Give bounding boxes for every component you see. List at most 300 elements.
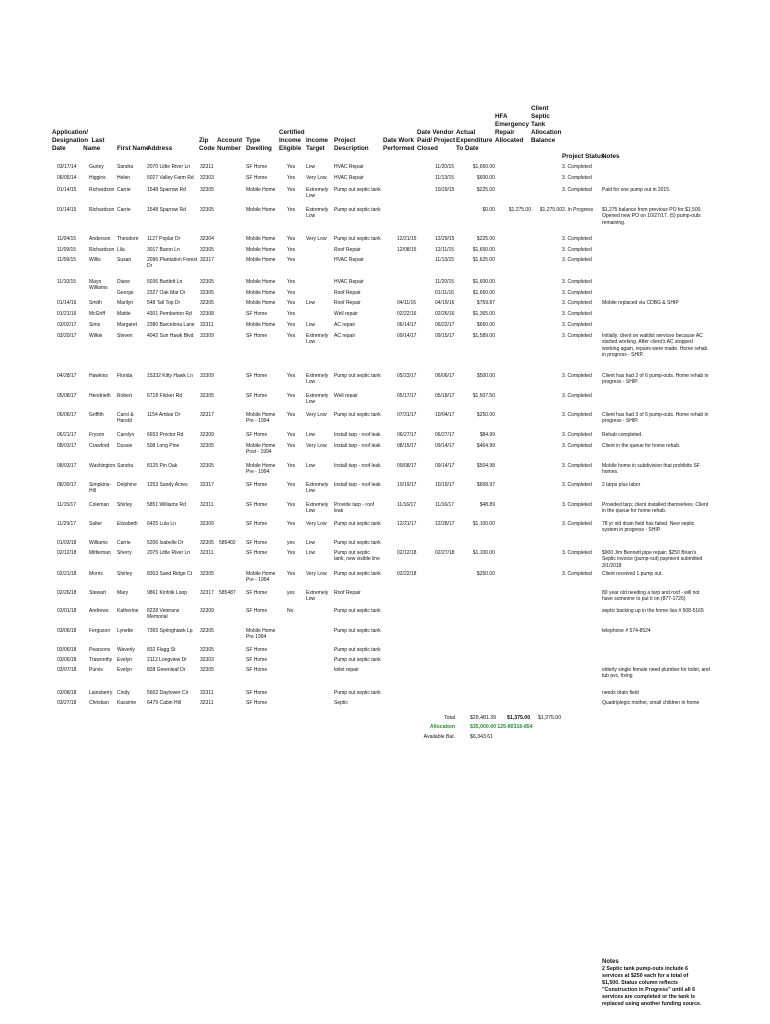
cell-project: Septic [334, 700, 348, 706]
cell-status: 3. Completed [562, 247, 592, 253]
cell-status: 3. Completed [562, 502, 592, 508]
cell-zip: 32317 [200, 482, 214, 488]
cell-project: toilet repair [334, 667, 359, 673]
cell-zip: 32305 [200, 247, 214, 253]
cell-vendor: 12/29/15 [435, 236, 455, 242]
cell-address: 5851 Williams Rd [147, 502, 186, 508]
cell-vendor: 06/06/17 [435, 373, 455, 379]
cell-cert: Yes [287, 463, 296, 469]
cell-status: 3. Completed [562, 463, 592, 469]
cell-work: 06/27/17 [397, 432, 417, 438]
cell-work: 02/22/18 [397, 571, 417, 577]
notes-box [602, 959, 706, 1008]
cell-notes: Client has had 2 of 6 pump-outs. Home rehab in progress - SHIP. [602, 373, 709, 386]
cell-work: 12/21/15 [397, 236, 417, 242]
cell-type: SF Home [246, 667, 268, 673]
cell-first: Elizabeth [117, 521, 138, 527]
cell-first: Carol & Harold [117, 412, 134, 425]
cell-last: Salter [89, 521, 103, 527]
cell-status: 3. Completed [562, 443, 592, 449]
cell-cert: Yes [287, 175, 296, 181]
cell-zip: 32305 [200, 463, 214, 469]
cell-address: 6653 Proctor Rd [147, 432, 184, 438]
cell-last: Purvis [89, 667, 103, 673]
cell-status: 2. In Progress [562, 207, 594, 213]
cell-type: SF Home [246, 647, 268, 653]
cell-address: 8125 Pin Oak [147, 463, 178, 469]
cell-work: 07/31/17 [397, 412, 417, 418]
cell-actual: $464.99 [476, 443, 495, 449]
cell-date: 11/10/15 [57, 279, 77, 285]
cell-project: Pump out septic tank [334, 628, 381, 634]
cell-cert: Yes [287, 550, 296, 556]
cell-zip: 32305 [200, 647, 214, 653]
cell-status: 3. Completed [562, 521, 592, 527]
cell-first: Delphine [117, 482, 137, 488]
cell-project: Roof Repair [334, 590, 361, 596]
cell-cert: Yes [287, 432, 296, 438]
cell-work: 09/08/17 [397, 463, 417, 469]
cell-last: Smith [89, 300, 102, 306]
cell-address: 8303 Sand Ridge Ct [147, 571, 193, 577]
cell-hfa: $1,275.00 [508, 207, 531, 213]
cell-address: 1154 Ambar Dr [147, 412, 181, 418]
cell-notes: $900 Jim Bennett pipe repair; $250 Brian's Septic invoice (pump-out) payment submitted 3/1/2018 [602, 550, 703, 569]
cell-type: SF Home [246, 393, 268, 399]
cell-work: 12/08/15 [397, 247, 417, 253]
cell-address: 4301 Pemberton Rd [147, 311, 192, 317]
cell-date: 03/27/18 [57, 700, 77, 706]
cell-first: Cindy [117, 690, 130, 696]
cell-income: Very Low [306, 175, 327, 181]
cell-type: Mobile Home Pre - 1994 [246, 463, 276, 476]
cell-project: Roof Repair [334, 300, 361, 306]
cell-actual: $250.00 [476, 571, 495, 577]
cell-date: 11/09/15 [57, 247, 77, 253]
cell-project: Pump out septic tank, new visible line [334, 550, 380, 563]
cell-status: 3. Completed [562, 482, 592, 488]
cell-status: 3. Completed [562, 236, 592, 242]
cell-actual: $759.87 [476, 300, 495, 306]
cell-actual: $1,650.00 [472, 290, 495, 296]
cell-first: Sherry [117, 550, 132, 556]
cell-actual: $1,100.00 [472, 550, 495, 556]
cell-cert: Yes [287, 164, 296, 170]
cell-type: Mobile Home [246, 290, 276, 296]
cell-last: Williams [89, 540, 108, 546]
cell-address: 508 Long Pine [147, 443, 180, 449]
cell-zip: 32309 [200, 521, 214, 527]
cell-zip: 32305 [200, 443, 214, 449]
cell-zip: 32303 [200, 175, 214, 181]
cell-project: HVAC Repair [334, 279, 364, 285]
cell-vendor: 05/18/17 [435, 393, 455, 399]
cell-notes: Initially, client on waitlist services because AC started working. After client's AC stopped working again, repairs were made. Home rehab in progress - SHIP. [602, 333, 708, 359]
cell-last: Sims [89, 322, 101, 328]
cell-last: Higgins [89, 175, 106, 181]
cell-last: Willis [89, 257, 101, 263]
cell-date: 04/28/17 [57, 373, 77, 379]
cell-address: 8228 Veterans Memorial [147, 608, 180, 621]
cell-address: 2096 Plantation Forest Dr [147, 257, 198, 270]
cell-date: 01/21/16 [57, 311, 77, 317]
notes-title: Notes [602, 959, 619, 965]
cell-cert: Yes [287, 322, 296, 328]
cell-work: 09/14/17 [397, 333, 417, 339]
cell-address: 6425 Lula Ln [147, 521, 176, 527]
cell-cert: Yes [287, 521, 296, 527]
cell-actual: $1,650.00 [472, 247, 495, 253]
cell-type: SF Home [246, 175, 268, 181]
cell-date: 11/04/15 [57, 236, 77, 242]
cell-date: 03/06/18 [57, 628, 77, 634]
cell-vendor: 02/27/18 [435, 550, 455, 556]
header-zip: Zip Code [199, 137, 215, 152]
cell-cert: Yes [287, 443, 296, 449]
cell-address: 1548 Sparrow Rd [147, 207, 186, 213]
cell-income: Extremely Low [306, 482, 329, 495]
cell-last: Washington [89, 463, 116, 469]
cell-zip: 32311 [200, 690, 214, 696]
cell-zip: 32311 [200, 322, 214, 328]
cell-actual: $1,650.00 [472, 164, 495, 170]
cell-type: SF Home [246, 657, 268, 663]
cell-project: Pump out septic tank [334, 608, 381, 614]
header-address: Address [147, 145, 173, 152]
cell-first: Shirley [117, 571, 133, 577]
cell-vendor: 11/20/15 [435, 164, 455, 170]
cell-date: 05/08/17 [57, 393, 77, 399]
cell-address: 5027 Valley Farm Rd [147, 175, 194, 181]
cell-zip: 32305 [200, 207, 214, 213]
cell-date: 06/06/17 [57, 412, 77, 418]
cell-income: Extremely Low [306, 207, 329, 220]
cell-address: 2327 Oak Mar Dr [147, 290, 186, 296]
cell-type: SF Home [246, 690, 268, 696]
cell-date: 11/09/15 [57, 257, 77, 263]
cell-project: Install tarp - roof leak [334, 443, 381, 449]
cell-first: Lila [117, 247, 125, 253]
header-income: Income Target [306, 137, 329, 152]
cell-first: Kassime [117, 700, 137, 706]
header-type: Type Dwelling [246, 137, 272, 152]
cell-vendor: 12/11/15 [435, 247, 455, 253]
cell-notes: 78 yr old drain field has failed. New septic system in progress - SHIP. [602, 521, 695, 534]
cell-zip: 32309 [200, 333, 214, 339]
cell-type: SF Home [246, 521, 268, 527]
cell-zip: 32305 [200, 571, 214, 577]
cell-zip: 32311 [200, 502, 214, 508]
cell-income: Very Low [306, 412, 327, 418]
cell-type: SF Home [246, 590, 268, 596]
cell-project: Pump out septic tank [334, 412, 381, 418]
cell-date: 03/02/17 [57, 322, 77, 328]
cell-actual: $658.97 [476, 482, 495, 488]
cell-vendor: 12/28/17 [435, 521, 455, 527]
cell-cert: Yes [287, 412, 296, 418]
cell-actual: $500.00 [476, 373, 495, 379]
cell-address: 6479 Cabin Hill [147, 700, 181, 706]
cell-income: Low [306, 300, 316, 306]
cell-date: 03/08/18 [57, 690, 77, 696]
cell-zip: 32305 [200, 628, 214, 634]
cell-actual: $1,507.50 [472, 393, 495, 399]
cell-first: Helen [117, 175, 131, 181]
total-septic: $1,275.00 [538, 715, 562, 721]
cell-date: 02/26/18 [57, 590, 77, 596]
cell-zip: 32309 [200, 373, 214, 379]
cell-zip: 32309 [200, 432, 214, 438]
cell-vendor: 06/22/17 [435, 322, 455, 328]
cell-cert: Yes [287, 502, 296, 508]
cell-date: 01/14/15 [57, 207, 77, 213]
cell-project: Pump out septic tank [334, 207, 381, 213]
cell-notes: Provided tarp; client installed themselves. Client in the queue for home rehab. [602, 502, 709, 515]
cell-address: 7365 Springhawk Lp [147, 628, 193, 634]
cell-type: SF Home [246, 482, 268, 488]
cell-address: 4042 Sun Hawk Blvd [147, 333, 194, 339]
cell-date: 06/05/14 [57, 175, 77, 181]
cell-account: 585487 [219, 590, 236, 596]
header-project: Project Description [334, 137, 369, 152]
cell-work: 05/23/17 [397, 373, 417, 379]
cell-zip: 32304 [200, 236, 214, 242]
cell-project: Roof Repair [334, 290, 361, 296]
cell-work: 05/17/17 [397, 393, 417, 399]
cell-actual: $1,625.00 [472, 257, 495, 263]
cell-address: 1253 Sandy Acres [147, 482, 188, 488]
cell-status: 3. Completed [562, 571, 592, 577]
cell-actual: $504.98 [476, 463, 495, 469]
cell-cert: No [287, 608, 294, 614]
cell-vendor: 10/29/15 [435, 187, 455, 193]
cell-type: Mobile Home [246, 279, 276, 285]
cell-type: SF Home [246, 432, 268, 438]
cell-vendor: 01/11/16 [435, 290, 455, 296]
cell-income: Extremely Low [306, 187, 329, 200]
cell-income: Low [306, 164, 316, 170]
total-hfa: $1,375.00 [507, 715, 531, 721]
cell-notes: Mobile replaced via CDBG & SHIP [602, 300, 679, 306]
cell-zip: 32305 [200, 279, 214, 285]
cell-status: 3. Completed [562, 373, 592, 379]
cell-last: Pearsons [89, 647, 111, 653]
cell-status: 3. Completed [562, 333, 592, 339]
cell-project: Pump out septic tank [334, 571, 381, 577]
notes-text: 2 Septic tank pump-outs include 6 services at $250 each for a total of $1,500. Status column reflects "Construction in Progress" until all 6 services are completed or the tank is replaced using another funding source. [602, 966, 702, 1007]
cell-date: 11/15/17 [57, 502, 77, 508]
cell-first: Susan [117, 257, 132, 263]
cell-type: Mobile Home Post - 1994 [246, 443, 276, 456]
cell-project: Install tarp - roof leak [334, 432, 381, 438]
cell-type: Mobile Home Pre - 1994 [246, 571, 276, 584]
cell-zip: 32308 [200, 311, 214, 317]
header-notes: Notes [602, 153, 620, 160]
cell-notes: Paid for one pump out in 2015. [602, 187, 671, 193]
cell-vendor: 11/20/15 [435, 279, 455, 285]
cell-status: 3. Completed [562, 550, 592, 556]
cell-date: 01/14/16 [57, 300, 77, 306]
cell-actual: $225.00 [476, 236, 495, 242]
cell-type: Mobile Home [246, 247, 276, 253]
cell-zip: 32305 [200, 300, 214, 306]
cell-project: Well repair [334, 311, 358, 317]
cell-status: 3. Completed [562, 300, 592, 306]
cell-work: 08/15/17 [397, 443, 417, 449]
cell-work: 12/21/17 [397, 521, 417, 527]
cell-income: Extremely Low [306, 333, 329, 346]
cell-first: Carrie [117, 540, 131, 546]
cell-type: SF Home [246, 164, 268, 170]
cell-last: Mayo Williams [89, 279, 108, 292]
cell-income: Very Low [306, 521, 327, 527]
cell-date: 08/03/17 [57, 443, 77, 449]
cell-type: Mobile Home Pre - 1994 [246, 412, 276, 425]
cell-project: Pump out septic tank [334, 657, 381, 663]
cell-address: 1548 Sparrow Rd [147, 187, 186, 193]
cell-work: 10/19/17 [397, 482, 417, 488]
cell-notes: Client received 1 pump out. [602, 571, 663, 577]
allocation-label: Allocation [429, 724, 455, 730]
cell-first: Sandra [117, 164, 134, 170]
cell-type: SF Home [246, 550, 268, 556]
cell-date: 06/21/17 [57, 432, 77, 438]
cell-vendor: 10/04/17 [435, 412, 455, 418]
cell-date: 02/21/18 [57, 571, 77, 577]
cell-actual: $1,365.00 [472, 311, 495, 317]
header-cert: Certified Income Eligible [279, 129, 305, 152]
cell-income: Extremely Low [306, 373, 329, 386]
cell-cert: Yes [287, 373, 296, 379]
cell-work: 11/16/17 [397, 502, 417, 508]
cell-first: Sandra [117, 463, 134, 469]
cell-type: Mobile Home Pre 1994 [246, 628, 276, 641]
cell-vendor: 11/13/15 [435, 257, 455, 263]
cell-date: 03/06/18 [57, 657, 77, 663]
cell-project: AC repair [334, 333, 356, 339]
cell-income: Low [306, 322, 316, 328]
cell-address: 828 Greenleaf Dr [147, 667, 186, 673]
cell-first: Shirley [117, 502, 133, 508]
cell-type: SF Home [246, 333, 268, 339]
cell-last: Wilkie [89, 333, 103, 339]
cell-notes: 2 tarps plus labor [602, 482, 641, 488]
cell-last: Hawkins [89, 373, 108, 379]
cell-first: Carolyn [117, 432, 135, 438]
cell-notes: 80 year old needing a tarp and roof - will not have someone to put it on (877-1726) [602, 590, 700, 603]
cell-address: 2070 Little River Ln [147, 164, 191, 170]
cell-first: Evelyn [117, 667, 133, 673]
cell-status: 3. Completed [562, 164, 592, 170]
cell-notes: Quadriplegic mother, small children in home [602, 700, 700, 706]
cell-zip: 32309 [200, 608, 214, 614]
cell-income: Very Low [306, 236, 327, 242]
available-value: $6,343.61 [470, 734, 494, 740]
cell-actual: $225.00 [476, 187, 495, 193]
cell-cert: Yes [287, 187, 296, 193]
cell-zip: 32317 [200, 412, 214, 418]
cell-vendor: 04/19/16 [435, 300, 455, 306]
cell-address: 2380 Barcelona Lane [147, 322, 195, 328]
cell-project: Install tarp - roof leak [334, 463, 381, 469]
cell-zip: 32311 [200, 164, 214, 170]
cell-notes: needs drain field [602, 690, 639, 696]
cell-project: AC repair [334, 322, 356, 328]
cell-date: 03/20/17 [57, 333, 77, 339]
cell-income: Extremely Low [306, 502, 329, 515]
cell-project: Well repair [334, 393, 358, 399]
cell-work: 02/12/18 [397, 550, 417, 556]
cell-cert: Yes [287, 207, 296, 213]
cell-actual: $48.89 [479, 502, 495, 508]
cell-actual: $1,589.00 [472, 333, 495, 339]
header-septic: Client Septic Tank Allocation Balance [531, 105, 562, 144]
cell-income: Low [306, 432, 316, 438]
cell-cert: Yes [287, 279, 296, 285]
cell-septic: $1,275.00 [539, 207, 562, 213]
header-first: First Name [117, 145, 150, 152]
cell-last: Christian [89, 700, 109, 706]
header-vendor: Date Vendor Paid/ Project Closed [417, 129, 456, 152]
cell-income: Low [306, 550, 316, 556]
cell-first: Marilyn [117, 300, 134, 306]
cell-type: SF Home [246, 608, 268, 614]
cell-status: 3. Completed [562, 187, 592, 193]
cell-work: 06/14/17 [397, 322, 417, 328]
cell-first: Diane [117, 279, 131, 285]
cell-date: 03/17/14 [57, 164, 77, 170]
cell-project: Install tarp - roof leak [334, 482, 381, 488]
cell-address: 5036 Bartlett Ln [147, 279, 183, 285]
cell-status: 3. Completed [562, 393, 592, 399]
cell-zip: 32311 [200, 700, 214, 706]
cell-actual: $0.00 [482, 207, 495, 213]
allocation-value: $35,000.00 125-80316-854 [470, 724, 533, 730]
cell-address: 832 Flagg St [147, 647, 176, 653]
cell-project: Pump out septic tank [334, 236, 381, 242]
cell-date: 08/30/17 [57, 482, 77, 488]
cell-type: SF Home [246, 502, 268, 508]
cell-zip: 32305 [200, 540, 214, 546]
header-status: Project Status [562, 153, 605, 160]
cell-notes: Rehab completed. [602, 432, 643, 438]
cell-project: HVAC Repair [334, 164, 364, 170]
cell-status: 3. Completed [562, 322, 592, 328]
cell-actual: $84.99 [479, 432, 495, 438]
cell-project: Pump out septic tank [334, 647, 381, 653]
cell-date: 02/12/18 [57, 550, 77, 556]
cell-zip: 32305 [200, 667, 214, 673]
cell-notes: $1,275 balance from previous PO for $1,500. Opened new PO on 10/27/17. (5) pump-outs remaining. [602, 207, 702, 226]
cell-cert: Yes [287, 290, 296, 296]
cell-address: 2075 Little River Ln [147, 550, 191, 556]
cell-address: 3017 Baron Ln [147, 247, 180, 253]
cell-date: 03/07/18 [57, 667, 77, 673]
cell-zip: 32303 [200, 657, 214, 663]
header-app: Application/ Designation Last Date Name [52, 129, 105, 152]
cell-cert: Yes [287, 311, 296, 317]
cell-last: Fryson [89, 432, 105, 438]
cell-income: Low [306, 463, 316, 469]
cell-last: Gurley [89, 164, 104, 170]
cell-first: Evelyn [117, 657, 133, 663]
cell-first: Katherine [117, 608, 139, 614]
cell-last: Hendrieth [89, 393, 111, 399]
cell-cert: yes [287, 540, 295, 546]
cell-type: Mobile Home [246, 207, 276, 213]
cell-address: 5602 Daytower Cir [147, 690, 189, 696]
header-hfa: HFA Emergency Repair Allocated [495, 113, 529, 144]
